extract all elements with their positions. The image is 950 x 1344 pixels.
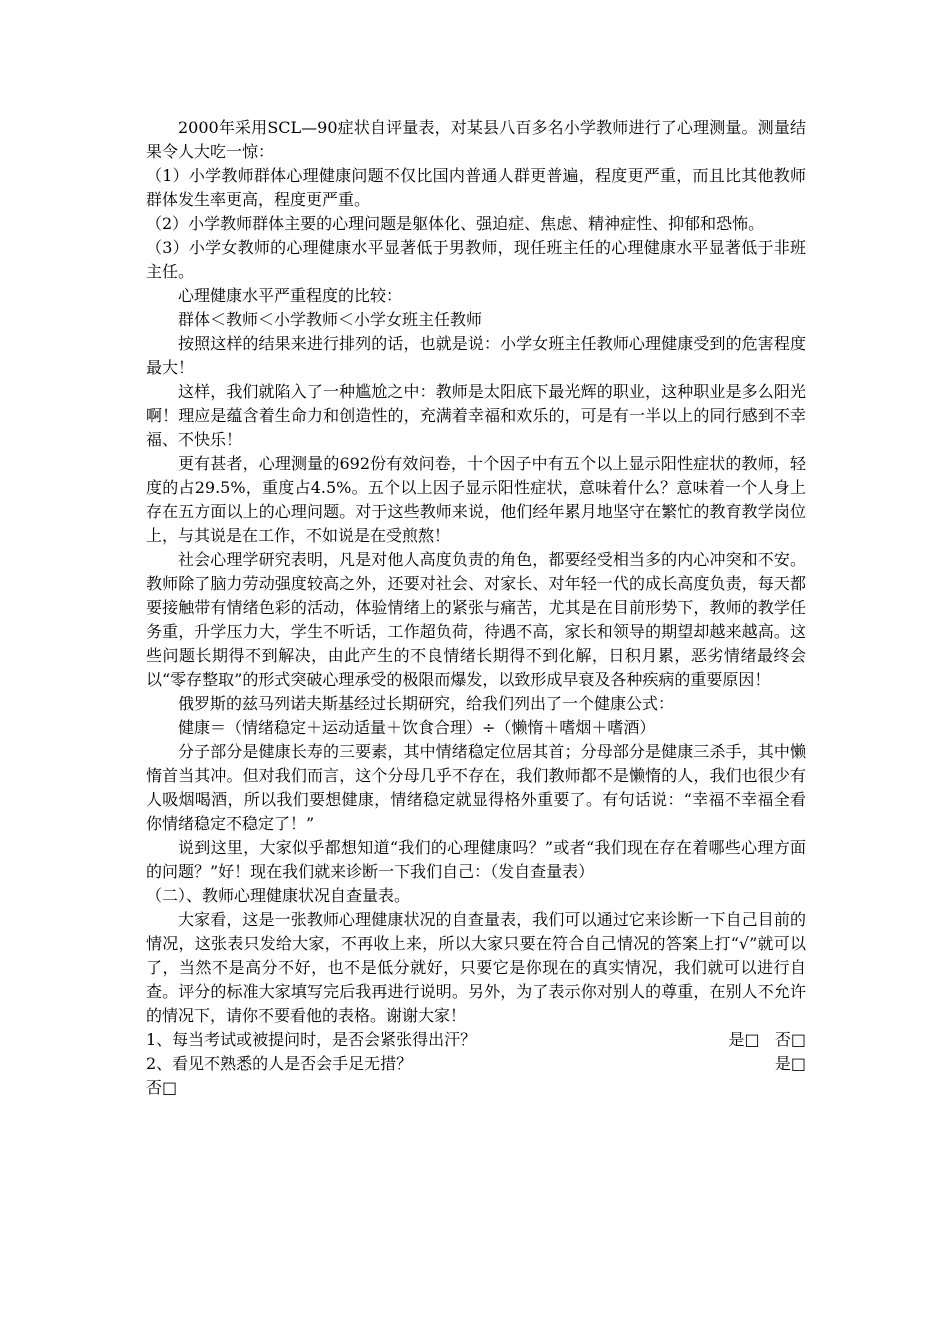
paragraph: 说到这里，大家似乎都想知道“我们的心理健康吗？”或者“我们现在存在着哪些心理方面的问题？”好！现在我们就来诊断一下我们自己：（发自查量表） — [146, 838, 806, 881]
question-text: 2、看见不熟悉的人是否会手足无措？ — [146, 1054, 413, 1073]
survey-question-1 — [146, 1028, 806, 1052]
document-page — [146, 116, 806, 1100]
body-text — [146, 116, 806, 1028]
paragraph: 俄罗斯的兹马列诺夫斯基经过长期研究，给我们列出了一个健康公式： — [178, 694, 675, 713]
paragraph: 大家看，这是一张教师心理健康状况的自查量表，我们可以通过它来诊断一下自己目前的情况，这张表只发给大家，不再收上来，所以大家只要在符合自己情况的答案上打“√”就可以了，当然不是高分不好，也不是低分就好，只要它是你现在的真实情况，我们就可以进行自查。评分的标准大家填写完后我再进行说明。另外，为了表示你对别人的尊重，在别人不允许的情况下，请你不要看他的表格。谢谢大家！ — [146, 910, 806, 1025]
paragraph: （2）小学教师群体主要的心理问题是躯体化、强迫症、焦虑、精神症性、抑郁和恐怖。 — [146, 214, 765, 233]
paragraph: 按照这样的结果来进行排列的话，也就是说：小学女班主任教师心理健康受到的危害程度最大！ — [146, 334, 806, 377]
paragraph: 分子部分是健康长寿的三要素，其中情绪稳定位居其首；分母部分是健康三杀手，其中懒惰首当其冲。但对我们而言，这个分母几乎不存在，我们教师都不是懒惰的人，我们也很少有人吸烟喝酒，所以我们要想健康，情绪稳定就显得格外重要了。有句话说：“幸福不幸福全看你情绪稳定不稳定了！” — [146, 742, 806, 833]
paragraph: 更有甚者，心理测量的692份有效问卷，十个因子中有五个以上显示阳性症状的教师，轻度的占29.5%，重度占4.5%。五个以上因子显示阳性症状，意味着什么？意味着一个人身上存在五方面以上的心理问题。对于这些教师来说，他们经年累月地坚守在繁忙的教育教学岗位上，与其说是在工作，不如说是在受煎熬！ — [146, 454, 806, 545]
answer-checkboxes[interactable]: 是□ 否□ — [728, 1030, 806, 1049]
no-checkbox[interactable]: 否□ — [146, 1078, 178, 1097]
paragraph: 2000年采用SCL—90症状自评量表，对某县八百多名小学教师进行了心理测量。测量结果令人大吃一惊： — [146, 118, 806, 161]
paragraph: 社会心理学研究表明，凡是对他人高度负责的角色，都要经受相当多的内心冲突和不安。教师除了脑力劳动强度较高之外，还要对社会、对家长、对年轻一代的成长高度负责，每天都要接触带有情绪色彩的活动，体验情绪上的紧张与痛苦，尤其是在目前形势下，教师的教学任务重，升学压力大，学生不听话，工作超负荷，待遇不高，家长和领导的期望却越来越高。这些问题长期得不到解决，由此产生的不良情绪长期得不到化解，日积月累，恶劣情绪最终会以“零存整取”的形式突破心理承受的极限而爆发，以致形成早衰及各种疾病的重要原因！ — [146, 550, 806, 689]
paragraph: 群体＜教师＜小学教师＜小学女班主任教师 — [178, 310, 483, 329]
question-text: 1、每当考试或被提问时，是否会紧张得出汗？ — [146, 1030, 477, 1049]
yes-checkbox[interactable]: 是□ — [774, 1054, 806, 1073]
formula: 健康＝（情绪稳定＋运动适量＋饮食合理）÷（懒惰＋嗜烟＋嗜酒） — [178, 718, 656, 737]
paragraph: 这样，我们就陷入了一种尴尬之中：教师是太阳底下最光辉的职业，这种职业是多么阳光啊！理应是蕴含着生命力和创造性的，充满着幸福和欢乐的，可是有一半以上的同行感到不幸福、不快乐！ — [146, 382, 806, 449]
section-heading: （二）、教师心理健康状况自查量表。 — [146, 886, 411, 905]
survey-question-2 — [146, 1052, 806, 1076]
paragraph: 心理健康水平严重程度的比较： — [178, 286, 403, 305]
paragraph: （3）小学女教师的心理健康水平显著低于男教师，现任班主任的心理健康水平显著低于非班主任。 — [146, 238, 806, 281]
paragraph: （1）小学教师群体心理健康问题不仅比国内普通人群更普遍，程度更严重，而且比其他教师群体发生率更高，程度更严重。 — [146, 166, 806, 209]
